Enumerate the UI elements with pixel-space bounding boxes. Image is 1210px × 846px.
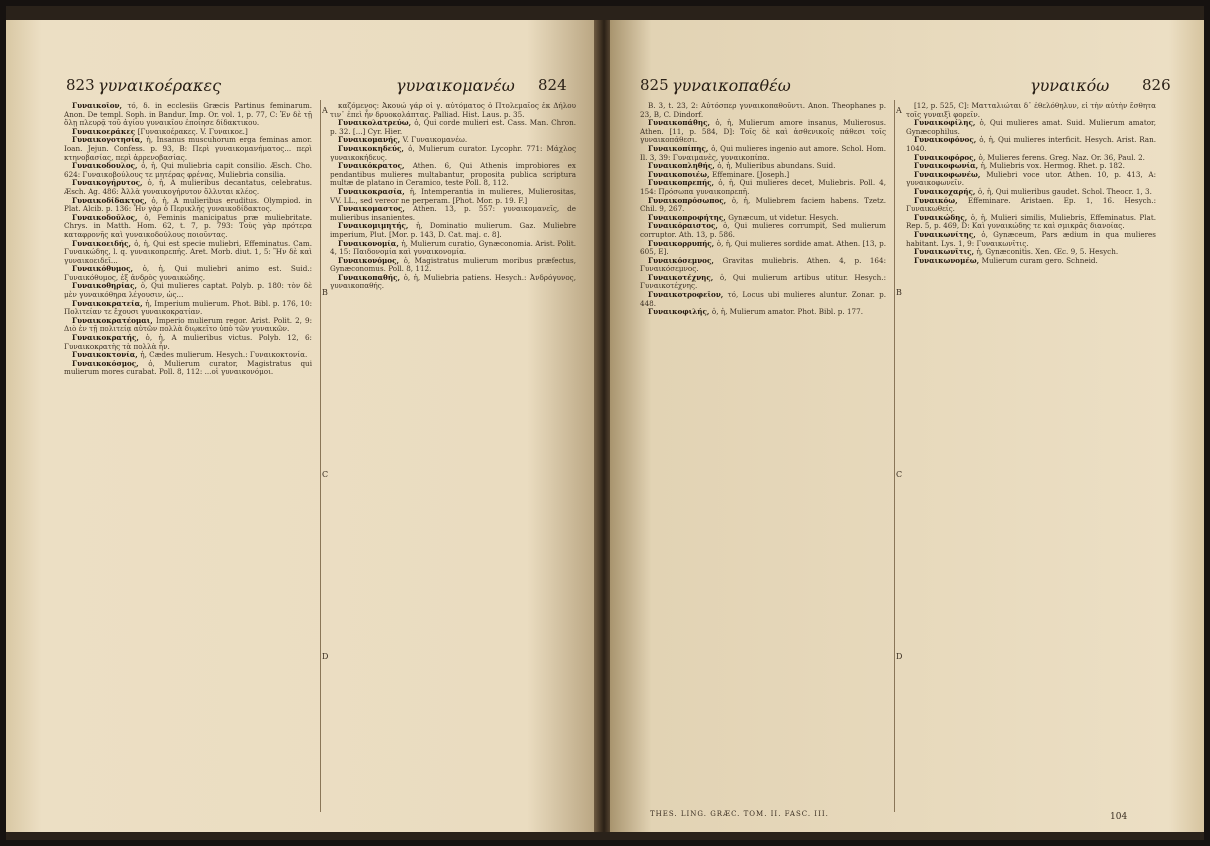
entry-definition: Athen. 13, p. 557: γυναικομανεῖς, de mulieribus insanientes. (330, 204, 576, 222)
entry-definition: ὁ, ἡ, Qui mulieres interficit. Hesych. Arist. Ran. 1040. (906, 135, 1156, 153)
entry-definition: ὁ, Gynæceum, Pars ædium in qua mulieres habitant. Lys. 1, 9: Γυναικωνῖτις. (906, 229, 1156, 248)
entry-definition: Gynæcum, ut videtur. Hesych. (728, 212, 839, 222)
entry-headword: Γυναικοτροφεῖον, (648, 290, 728, 300)
entry-definition: ἡ, Imperium mulierum. Phot. Bibl. p. 176, 10: Πολιτείαν τε ἔχουσι γυναικοκρατίαν. (64, 298, 312, 317)
column-divider (894, 100, 895, 812)
dictionary-entry (640, 102, 886, 119)
column-text (330, 102, 576, 810)
section-mark: D (322, 652, 329, 661)
entry-headword: Γυναικοφόρος, (914, 152, 979, 162)
entry-definition: Mulierum curam gero. Schneid. (981, 255, 1098, 265)
entry-definition: B. 3, t. 23, 2: Αὐτόσπερ γυναικοπαθοῦντι. Anon. Theophanes p. 23, B, C. Dindorf. (640, 102, 886, 119)
entry-definition: ἡ, Gynæconitis. Xen. Œc. 9, 5. Hesych. (976, 247, 1119, 257)
dictionary-entry (64, 334, 312, 351)
entry-headword: Γυναικοχαρής, (914, 186, 978, 196)
entry-definition: V. Γυναικομανέω. (402, 135, 468, 145)
entry-headword: Γυναικόω, (914, 195, 968, 205)
entry-headword: Γυναικοκρατής, (72, 333, 146, 343)
entry-headword: Γυναικοφωνία, (914, 161, 981, 171)
dictionary-entry (906, 214, 1156, 231)
section-mark: C (896, 470, 903, 479)
entry-definition: ὁ, ἡ, Qui est specie muliebri, Effeminatus. Cam. Γυναικώδης, l. q. γυναικοπρεπής. Aret. Morb. diut. 1, 5: Ἢν δὲ καὶ γυναικοειδεῖ... (64, 238, 312, 265)
entry-definition: ὁ, Qui mulieres amat. Suid. Mulierum amator, Gynæcophilus. (906, 118, 1156, 136)
entry-headword: Γυναικοεράκες (72, 126, 138, 136)
dictionary-entry (640, 240, 886, 257)
dictionary-entry (906, 119, 1156, 136)
entry-definition: ὁ, ἡ, Qui mulieres sordide amat. Athen. [13, p. 605, E]. (640, 238, 886, 257)
entry-headword: Γυναικοειδής, (72, 238, 135, 248)
entry-headword: Γυναικοκτονία, (72, 350, 141, 360)
section-mark: B (896, 288, 902, 297)
dictionary-entry (640, 119, 886, 145)
entry-definition: Effeminare. [Joseph.] (712, 169, 790, 179)
dictionary-entry (640, 291, 886, 308)
entry-headword: Γυναικοπρεπής, (648, 178, 719, 188)
left-headword (98, 76, 221, 95)
left-column-number: 825 (640, 76, 669, 94)
headword-text: γυναικοπαθέω (672, 76, 791, 95)
entry-headword: Γυναικοπάθης, (648, 118, 716, 128)
entry-headword: Γυναικογοτησία, (72, 135, 147, 145)
entry-definition: ἡ, Muliebris vox. Hermog. Rhet. p. 182. (980, 161, 1125, 171)
section-mark: D (896, 652, 903, 661)
dictionary-entry (64, 300, 312, 317)
entry-definition: ὁ, Qui mulieres ingenio aut amore. Schol. Hom. Il. 3, 39: Γυναιμανὲς, γυναικοπίπα. (640, 143, 886, 162)
dictionary-entry (64, 360, 312, 377)
entry-definition: ὁ, Qui mulieres corrumpit, Sed mulierum corruptor. Ath. 13, p. 586. (640, 221, 886, 239)
entry-headword: Γυναικοδίδακτος, (72, 195, 152, 205)
dictionary-entry (64, 214, 312, 240)
entry-headword: Γυναικοκρατεία, (72, 298, 146, 308)
entry-headword: Γυναικόκρατος, (338, 161, 413, 171)
entry-headword: Γυναικονόμος, (338, 255, 404, 265)
entry-headword: Γυναικοκηδεύς, (338, 143, 409, 153)
left-headword (672, 76, 791, 95)
dictionary-entry (330, 222, 576, 239)
dictionary-entry (64, 136, 312, 162)
book-spread (6, 6, 1204, 840)
entry-definition: ὁ, ἡ, A mulieribus eruditus. Olympiod. in Plat. Alcib. p. 136: Ἦν γὰρ ὁ Περικλῆς γυναικοδίδακτος. (64, 195, 312, 214)
entry-headword: Γυναικωνομέω, (914, 255, 982, 265)
entry-definition: ὁ, ἡ, Qui mulieribus gaudet. Schol. Theocr. 1, 3. (977, 186, 1152, 196)
entry-headword: Γυναικόραιστος, (648, 221, 723, 231)
entry-headword: Γυναικοφόνος, (914, 135, 980, 145)
dictionary-entry (330, 274, 576, 291)
entry-definition: ὁ, ἡ, Mulierum amator. Phot. Bibl. p. 177. (711, 307, 863, 317)
entry-definition: ἡ, Insanus muscuhorum erga feminas amor. Ioan. Jejun. Confess. p. 93, B: Περὶ γυναικομανήματος... περὶ κτηνοβασίας, περὶ ἀρρενοβασίας. (64, 135, 312, 162)
dictionary-entry (64, 282, 312, 299)
entry-headword: Γυναικόθυμος, (72, 264, 143, 274)
section-mark: A (322, 106, 328, 115)
column-text (640, 102, 886, 810)
entry-headword: Γυναικορρυπής, (648, 238, 717, 248)
dictionary-entry (64, 162, 312, 179)
entry-definition: ὁ, ἡ, Qui mulieres decet, Muliebris. Poll. 4, 154: Πρόσωπα γυναικοπρεπῆ. (640, 178, 886, 196)
dictionary-entry (906, 231, 1156, 248)
entry-headword: Γυναικομανής, (338, 135, 403, 145)
dictionary-entry (330, 162, 576, 188)
entry-definition: καζόμενος: Ἀκουώ γάρ οἱ γ. αὐτόματος ὁ Πτολεμαῖος ἐκ Δήλου τιν᾽ ἐπεὶ ἦν δρυοκολάπτας. Palliad. Hist. Laus. p. 35. (330, 102, 576, 119)
entry-definition: ὁ, ἡ, Muliebria patiens. Hesych.: Ἀνδρόγυνος, γυναικοπαθής. (330, 272, 576, 291)
entry-headword: Γυναικοφιλής, (648, 307, 712, 317)
section-mark: A (896, 106, 902, 115)
dictionary-entry (640, 222, 886, 239)
entry-definition: τό, Locus ubi mulieres aluntur. Zonar. p. 448. (640, 290, 886, 308)
left-page (6, 20, 598, 832)
dictionary-entry (640, 145, 886, 162)
headword-text: γυναικόω (1030, 76, 1110, 95)
entry-definition: Muliebri voce utor. Athen. 10, p. 413, A: γυναικοφωνεῖν. (906, 169, 1156, 188)
entry-headword: Γυναικοπαθής, (338, 272, 404, 282)
dictionary-entry (640, 257, 886, 274)
entry-definition: ἡ, Mulierum curatio, Gynæconomia. Arist. Polit. 4, 15: Παιδονομία καὶ γυναικονομία. (330, 238, 576, 257)
entry-definition: Effeminare. Aristaen. Ep. 1, 16. Hesych.: Γυναικωθείς. (906, 195, 1156, 214)
entry-headword: Γυναικοδοῦλος, (72, 212, 145, 222)
entry-headword: Γυναικοπροφήτης, (648, 212, 729, 222)
dictionary-entry (64, 197, 312, 214)
entry-definition: τό, δ. in ecclesiis Græcis Partinus feminarum. Anon. De templ. Soph. in Bandur. Imp. Or. vol. 1, p. 77, C: Ἐν δὲ τῇ ὅλῃ πλευρᾷ τοῦ ἁγίου γυναικῖου ἐποίησε δίδακτικου. (64, 102, 312, 128)
entry-headword: Γυναικοφίλης, (914, 118, 980, 128)
dictionary-entry (640, 274, 886, 291)
entry-definition: ὁ, ἡ, A mulieribus victus. Polyb. 12, 6: Γυναικοκρατὴς τὰ πολλὰ ἦν. (64, 333, 312, 351)
dictionary-entry (906, 136, 1156, 153)
entry-headword: Γυναικοτέχνης, (648, 272, 720, 282)
dictionary-entry (640, 179, 886, 196)
entry-definition: [Γυναικοέρακες. V. Γυναικοε.] (137, 126, 248, 136)
entry-definition: Gravitas muliebris. Athen. 4, p. 164: Γυναικόσεμνος. (640, 255, 886, 274)
dictionary-entry (640, 197, 886, 214)
entry-headword: Γυναικόσεμνος, (648, 255, 723, 265)
entry-definition: ὁ, ἡ, Qui muliebria capit consilio. Æsch. Cho. 624: Γυναικοβούλους τε μητέρας φρένας, Muliebria consilia. (64, 161, 312, 179)
entry-definition: ὁ, Qui mulierum artibus utitur. Hesych.: Γυναικοτέχνης. (640, 272, 886, 291)
entry-definition: ὁ, ἡ, Mulieribus abundans. Suid. (717, 161, 836, 171)
entry-headword: Γυναικοκρατέομαι, (72, 315, 157, 325)
dictionary-entry (640, 308, 886, 317)
left-column-number: 823 (66, 76, 95, 94)
entry-definition: ὁ, Qui corde mulieri est. Cass. Man. Chron. p. 32. [...] Cyr. Hier. (330, 118, 576, 136)
entry-headword: Γυναικομαστος, (338, 204, 414, 214)
entry-definition: ὁ, Qui mulieres captat. Polyb. p. 180: τὸν δὲ μὲν γυναικόθηρα λέγουσιν, ὡς... (64, 281, 312, 300)
entry-definition: Athen. 6, Qui Athenis improbiores ex pendantibus mulieres multabantur, proposita publica scriptura multæ de platano in Ceramico, teste Poll. 8, 112. (330, 161, 576, 188)
headword-text: γυναικοέρακες (98, 76, 222, 95)
entry-headword: Γυναικομιμητής, (338, 221, 416, 231)
entry-headword: Γυναικογήρυτος, (72, 178, 148, 188)
right-page (610, 20, 1204, 832)
dictionary-entry (906, 197, 1156, 214)
entry-definition: ὁ, Feminis manicipatus præ muliebritate. Chrys. in Matth. Hom. 62, t. 7, p. 793: Τοὺς γὰρ πρότερα καταφρονῆς καὶ γυναικοδούλους ποιοῦντας. (64, 212, 312, 239)
entry-headword: Γυναικοθηρίας, (72, 281, 141, 291)
dictionary-entry (330, 102, 576, 119)
right-headword (396, 76, 515, 95)
entry-headword: Γυναικοποιέω, (648, 169, 713, 179)
entry-headword: Γυναικοπληθής, (648, 161, 718, 171)
entry-definition: ἡ, Dominatio mulierum. Gaz. Muliebre imperium, Plut. [Mor. p. 143, D. Cat. maj. c. 8]. (330, 221, 576, 239)
dictionary-entry (64, 102, 312, 128)
entry-headword: Γυναικολατρεύω, (338, 118, 415, 128)
entry-definition: ὁ, Mulieres ferens. Greg. Naz. Or. 36, Paul. 2. (978, 152, 1145, 162)
dictionary-entry (906, 257, 1156, 266)
entry-headword: Γυναικοφωνέω, (914, 169, 987, 179)
entry-headword: Γυναικοκρασία, (338, 186, 410, 196)
entry-headword: Γυναικοπρόσωπος, (648, 195, 732, 205)
dictionary-entry (330, 205, 576, 222)
entry-headword: Γυναικοπίπης, (648, 143, 712, 153)
headword-text: γυναικομανέω (396, 76, 515, 95)
entry-definition: ἡ, Intemperantia in mulieres, Mulierositas, VV. LL., sed vereor ne perperam. [Phot. Mor. p. 19. F.] (330, 186, 576, 205)
dictionary-entry (64, 179, 312, 196)
footer-signature: THES. LING. GRÆC. TOM. II. FASC. III. (650, 810, 829, 818)
dictionary-entry (330, 188, 576, 205)
entry-definition: ὁ, ἡ, Mulierum amore insanus, Mulierosus. Athen. [11, p. 584, D]: Τοῖς δὲ καὶ ἀσθενικοῖς πάθεσι τοῖς γυναικοπάθεσι. (640, 118, 886, 145)
dictionary-entry (330, 257, 576, 274)
dictionary-entry (64, 265, 312, 282)
dictionary-entry (330, 145, 576, 162)
entry-definition: ὁ, Mulierum curator. Lycophr. 771: Μάχλος γυναικοκήδευς. (330, 143, 576, 162)
dictionary-entry (906, 171, 1156, 188)
entry-headword: Γυναικωνίτης, (914, 229, 982, 239)
page-number: 104 (1110, 812, 1128, 822)
right-column-number: 824 (538, 76, 567, 94)
section-mark: B (322, 288, 328, 297)
dictionary-entry (330, 240, 576, 257)
right-column-number: 826 (1142, 76, 1171, 94)
section-mark: C (322, 470, 329, 479)
right-headword (1030, 76, 1109, 95)
entry-definition: ὁ, ἡ, Muliebrem faciem habens. Tzetz. Chil. 9, 267. (640, 195, 886, 214)
entry-headword: Γυναικώδης, (914, 212, 971, 222)
entry-headword: Γυναικοδουλος, (72, 161, 142, 171)
entry-headword: Γυναικονομία, (338, 238, 402, 248)
entry-definition: ὁ, Mulierum curator, Magistratus qui mulierum mores curabat. Poll. 8, 112: ...οἱ γυναικονόμοι. (64, 358, 312, 377)
entry-definition: ὁ, ἡ, Qui muliebri animo est. Suid.: Γυναικόθυμος, ἐξ ἀνδρὸς γυναικώδης. (64, 264, 312, 282)
entry-definition: ἡ, Cædes mulierum. Hesych.: Γυναικοκτονία. (140, 350, 308, 360)
entry-headword: Γυναικοῖον, (72, 102, 128, 110)
dictionary-entry (64, 317, 312, 334)
entry-headword: Γυναικοκόσμος, (72, 358, 149, 368)
dictionary-entry (906, 102, 1156, 119)
entry-headword: Γυναικωνῖτις, (914, 247, 977, 257)
entry-definition: Imperio mulierum regor. Arist. Polit. 2, 9: Διὸ ἐν τῇ πολιτείᾳ αὐτῶν πολλὰ διῳκεῖτο ὑπὸ τῶν γυναικῶν. (64, 315, 312, 334)
column-divider (320, 100, 321, 812)
entry-definition: ὁ, Magistratus mulierum moribus præfectus, Gynæconomus. Poll. 8, 112. (330, 255, 576, 274)
dictionary-entry (64, 240, 312, 266)
entry-definition: [12, p. 525, C]: Ματταλιώται δ᾽ ἐθελόθηλυν, εἰ τὴν αὐτὴν ἔσθητα τοῖς γυναιξὶ φορεῖν. (906, 102, 1156, 119)
entry-definition: ὁ, ἡ, Mulieri similis, Muliebris, Effeminatus. Plat. Rep. 5, p. 469, D: Καὶ γυναικώδης τε καὶ σμικρᾶς διανοίας. (906, 212, 1156, 231)
dictionary-entry (330, 119, 576, 136)
column-text (64, 102, 312, 810)
entry-definition: ὁ, ἡ, A mulieribus decantatus, celebratus. Æsch. Ag. 486: Ἀλλὰ γυναικογήρυτον ὄλλυται κλέος. (64, 178, 312, 196)
column-text (906, 102, 1156, 810)
